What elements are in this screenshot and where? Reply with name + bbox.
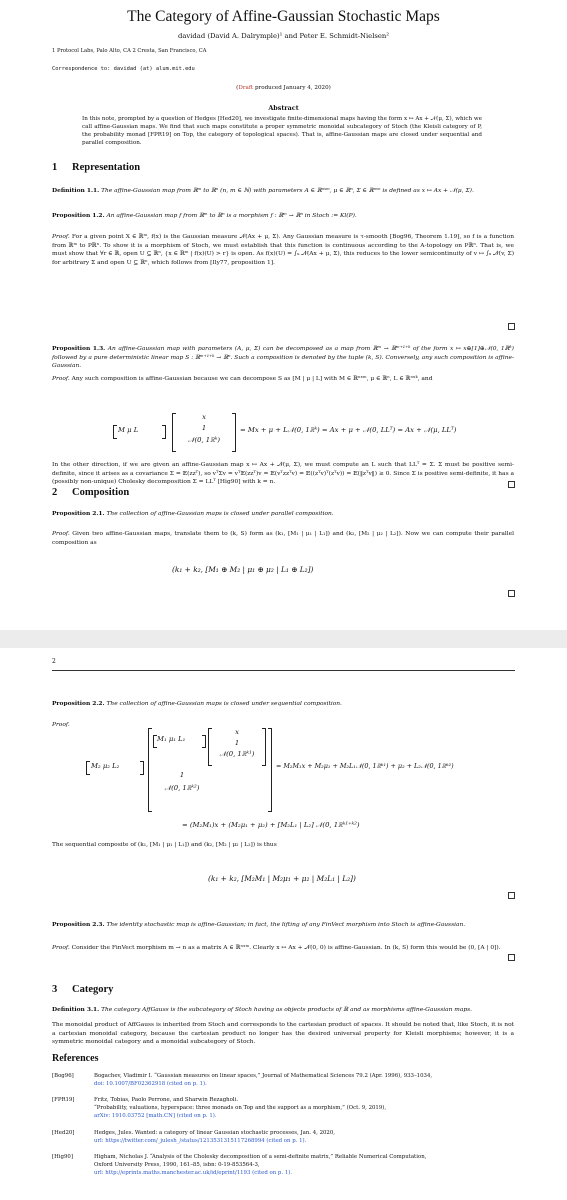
proof-2-1: Proof. Given two affine-Gaussian maps, translate them to (k, S) form as (k₁, [M₁ | μ₁ | L₁]) and (k₂, [M₂ | μ₂ | L₂]). Now we can compute their parallel composition as <box>52 531 515 546</box>
qed-box <box>508 954 515 961</box>
affiliations: 1 Protocol Labs, Palo Alto, CA 2 Cresta, San Francisco, CA <box>52 48 207 54</box>
eq22-sequential-composition: (k₁ + k₂, [M₂M₁ | M₂μ₁ + μ₂ | M₂L₁ | L₂]) <box>208 874 356 883</box>
eq13-rhs: = Mx + μ + L𝒩(0, 1ℝᵏ) = Ax + μ + 𝒩(0, LLᵀ) = Ax + 𝒩(μ, LLᵀ) <box>240 426 457 434</box>
eq22-inner-col-x: x <box>235 728 239 736</box>
authors: davidad (David A. Dalrymple)¹ and Peter E. Schmidt-Nielsen² <box>178 32 389 40</box>
eq22-rhs-2: = (M₂M₁)x + (M₂μ₁ + μ₂) + [M₂L₁ | L₂] 𝒩(0, 1ℝᵏ¹⁺ᵏ²) <box>182 821 360 829</box>
right-bracket <box>162 425 166 439</box>
eq22-outer-row: M₂ μ₂ L₂ <box>91 762 120 770</box>
sequential-composite-text: The sequential composite of (k₁, [M₁ | μ₁ | L₁]) and (k₂, [M₂ | μ₂ | L₂]) is thus <box>52 842 277 848</box>
right-bracket <box>268 728 272 812</box>
reference-link[interactable]: url: http://eprints.maths.manchester.ac.uk/id/eprint/1193 (cited on p. 1). <box>94 1169 293 1176</box>
eq13-col-x: x <box>202 413 206 421</box>
eq22-col-1: 1 <box>179 771 185 779</box>
proposition-2-1: Proposition 2.1. The collection of affine-Gaussian maps is closed under parallel composition. <box>52 510 334 517</box>
right-bracket <box>202 735 206 748</box>
reference-fpr19: [FPR19] Fritz, Tobias, Paolo Perrone, and Sharwin Rezagholi. “Probability, valuations, hyperspace: three monads on Top and the support as a morphism,” (Oct. 9, 2019), arXiv: 1910.03752 [math.CN] (cited on p. 1). <box>52 1097 522 1127</box>
correspondence: Correspondence to: davidad (at) alum.mit.edu <box>52 66 195 72</box>
page-2 <box>0 648 567 1200</box>
definition-1-1: Definition 1.1. The affine-Gaussian map from ℝᵐ to ℝⁿ (n, m ∈ ℕ) with parameters A ∈ ℝⁿˣᵐ, μ ∈ ℝⁿ, Σ ∈ ℝⁿˣⁿ is defined as x ↦ Ax + 𝒩(μ, Σ). <box>52 187 474 194</box>
proof-1-3-intro: Proof. Any such composition is affine-Gaussian because we can decompose S as [M | μ | L] with M ∈ ℝⁿˣᵐ, μ ∈ ℝⁿ, L ∈ ℝⁿˣᵏ, and <box>52 376 433 382</box>
eq21-parallel-composition: (k₁ + k₂, [M₁ ⊕ M₂ | μ₁ ⊕ μ₂ | L₁ ⊕ L₂]) <box>172 565 314 574</box>
section-3-heading: 3 Category <box>52 984 114 995</box>
proof-2-3: Proof. Consider the FinVect morphism m → n as a matrix A ∈ ℝⁿˣᵐ. Clearly x ↦ Ax + 𝒩(0, 0) is affine-Gaussian. In (k, S) form this would be (0, [A | 0]). <box>52 945 501 951</box>
qed-box <box>508 323 515 330</box>
reference-hig90: [Hig90] Higham, Nicholas J. “Analysis of the Cholesky decomposition of a semi-definite matrix,” Reliable Numerical Computation, Oxford University Press, 1990, 161–85, isbn: 0-19-853564-3, url: http://eprints.maths.manchester.ac.uk/id/eprint/1193 (cited on p. 1). <box>52 1154 522 1184</box>
proof-1-2: Proof. For a given point X ∈ ℝᵐ, f(x) is the Gaussian measure 𝒩(Ax + μ, Σ). Any Gaussian measure is τ-smooth [Bog96, Theorem 1.19], so f is a function from ℝᵐ to Pℝⁿ. To show it is a morphism of Stoch, we must establish that this function is continuous according to the A-topology on Pℝⁿ. That is, we must show that ∀r ∈ ℝ, open U ⊆ ℝⁿ, {x ∈ ℝᵐ | f(x)(U) > r} is open. As f(x)(U) = ∫ᵤ 𝒩(Ax + μ, Σ), this reduces to the lower semicontinuity of v ↦ ∫ᵤ 𝒩(v, Σ) for arbitrary Σ and open U ⊆ ℝⁿ, which follows from [Ily77, proposition 1]. <box>52 234 515 266</box>
eq13-col-1: 1 <box>201 424 207 432</box>
reference-hed20: [Hed20] Hedges, Jules. Wanted: a category of linear Gaussian stochastic processes, Jan. 4, 2020, url: https://twitter.com/_julesh_/status/1213531315117268994 (cited on p. 1). <box>52 1130 522 1152</box>
eq13-row-vector: M μ L <box>118 426 139 434</box>
paper-title: The Category of Affine-Gaussian Stochastic Maps <box>127 8 440 25</box>
qed-box <box>508 481 515 488</box>
right-bracket <box>262 728 266 766</box>
draft-note: (Draft produced January 4, 2020) <box>236 85 331 91</box>
proposition-2-2: Proposition 2.2. The collection of affine-Gaussian maps is closed under sequential composition. <box>52 700 342 707</box>
left-bracket <box>86 761 90 775</box>
qed-box <box>508 892 515 899</box>
qed-box <box>508 590 515 597</box>
reference-link[interactable]: doi: 10.1007/BF02362918 (cited on p. 1). <box>94 1080 207 1087</box>
eq22-col-noise: 𝒩(0, 1ℝᵏ²) <box>164 784 200 792</box>
definition-3-1: Definition 3.1. The category AffGauss is the subcategory of Stoch having as objects products of ℝ and as morphisms affine-Gaussian maps. <box>52 1006 473 1013</box>
header-rule <box>52 670 515 671</box>
eq22-inner-row: M₁ μ₁ L₁ <box>157 735 186 743</box>
abstract-body: In this note, prompted by a question of Hedges [Hed20], we investigate finite-dimensional maps having the form x ↦ Ax + 𝒩(μ, Σ), which we call affine-Gaussian maps. We find that such maps constitute a proper symmetric monoidal subcategory of Stoch (the Kleisli category of P, the probability monad [FPR19] on Top, the category of topological spaces). That is, affine-Gaussian maps are closed under sequential and parallel composition. <box>82 116 482 146</box>
reference-link[interactable]: url: https://twitter.com/_julesh_/status/1213531315117268994 (cited on p. 1). <box>94 1137 307 1144</box>
section-1-heading: 1 Representation <box>52 162 141 173</box>
proposition-1-3: Proposition 1.3. An affine-Gaussian map with parameters (A, μ, Σ) can be decomposed as a map from ℝᵐ → ℝᵐ⁺¹⁺ᵏ of the form x ↦ x⊕[1]⊕𝒩(0, 1ℝᵏ) followed by a pure deterministic linear map S : ℝᵐ⁺¹⁺ᵏ → ℝⁿ. Such a composition is denoted by the tuple (k, S). Conversely, any such composition is affine-Gaussian. <box>52 345 514 370</box>
proposition-2-3: Proposition 2.3. The identity stochastic map is affine-Gaussian; in fact, the lifting of any FinVect morphism into Stoch is affine-Gaussian. <box>52 921 466 928</box>
left-bracket <box>148 728 152 812</box>
eq13-col-noise: 𝒩(0, 1ℝᵏ) <box>187 436 221 444</box>
proof-2-2-label: Proof. <box>52 722 70 728</box>
draft-link[interactable]: Draft <box>238 85 254 91</box>
left-bracket <box>113 425 117 439</box>
references-heading: References <box>52 1053 99 1064</box>
page-number: 2 <box>52 658 56 665</box>
abstract-title: Abstract <box>268 104 299 112</box>
reference-bog96: [Bog96] Bogachev, Vladimir I. “Gaussian measures on linear spaces,” Journal of Mathematical Sciences 79.2 (Apr. 1996), 933–1034, doi: 10.1007/BF02362918 (cited on p. 1). <box>52 1073 522 1095</box>
proof-1-3-converse: In the other direction, if we are given an affine-Gaussian map x ↦ Ax + 𝒩(μ, Σ), we must compute an L such that LLᵀ = Σ. Σ must be positive semi-definite, since it arises as a covariance Σ = 𝔼(zzᵀ), so vᵀΣv = vᵀ𝔼(zzᵀ)v = 𝔼(vᵀzzᵀv) = 𝔼((zᵀv)ᵀ(zᵀv)) = 𝔼(‖zᵀv‖) ≥ 0. Since Σ is positive semi-definite, it has a (possibly non-unique) Cholesky decomposition Σ = LLᵀ [Hig90] with k = n. <box>52 462 514 486</box>
eq22-rhs-1: = M₂M₁x + M₂μ₁ + M₂L₁𝒩(0, 1ℝᵏ¹) + μ₂ + L₂𝒩(0, 1ℝᵏ²) <box>276 762 454 770</box>
reference-link[interactable]: arXiv: 1910.03752 [math.CN] (cited on p. 1). <box>94 1112 217 1119</box>
eq22-inner-col-noise: 𝒩(0, 1ℝᵏ¹) <box>219 750 255 758</box>
paragraph-3-1: The monoidal product of AffGauss is inherited from Stoch and corresponds to the cartesian product of spaces. It should be noted that, like Stoch, it is not a cartesian monoidal category, because the cartesian product no longer has the desired universal property for Kleisli morphisms; however, it is a symmetric monoidal category and a monoidal subcategory of Stoch. <box>52 1022 514 1046</box>
eq22-inner-col-1: 1 <box>234 739 240 747</box>
proposition-1-2: Proposition 1.2. An affine-Gaussian map f from ℝᵐ to ℝⁿ is a morphism f : ℝᵐ → ℝⁿ in Stoch := Kl(P). <box>52 212 357 219</box>
section-2-heading: 2 Composition <box>52 487 130 498</box>
right-bracket <box>140 761 144 775</box>
right-bracket <box>232 413 236 452</box>
